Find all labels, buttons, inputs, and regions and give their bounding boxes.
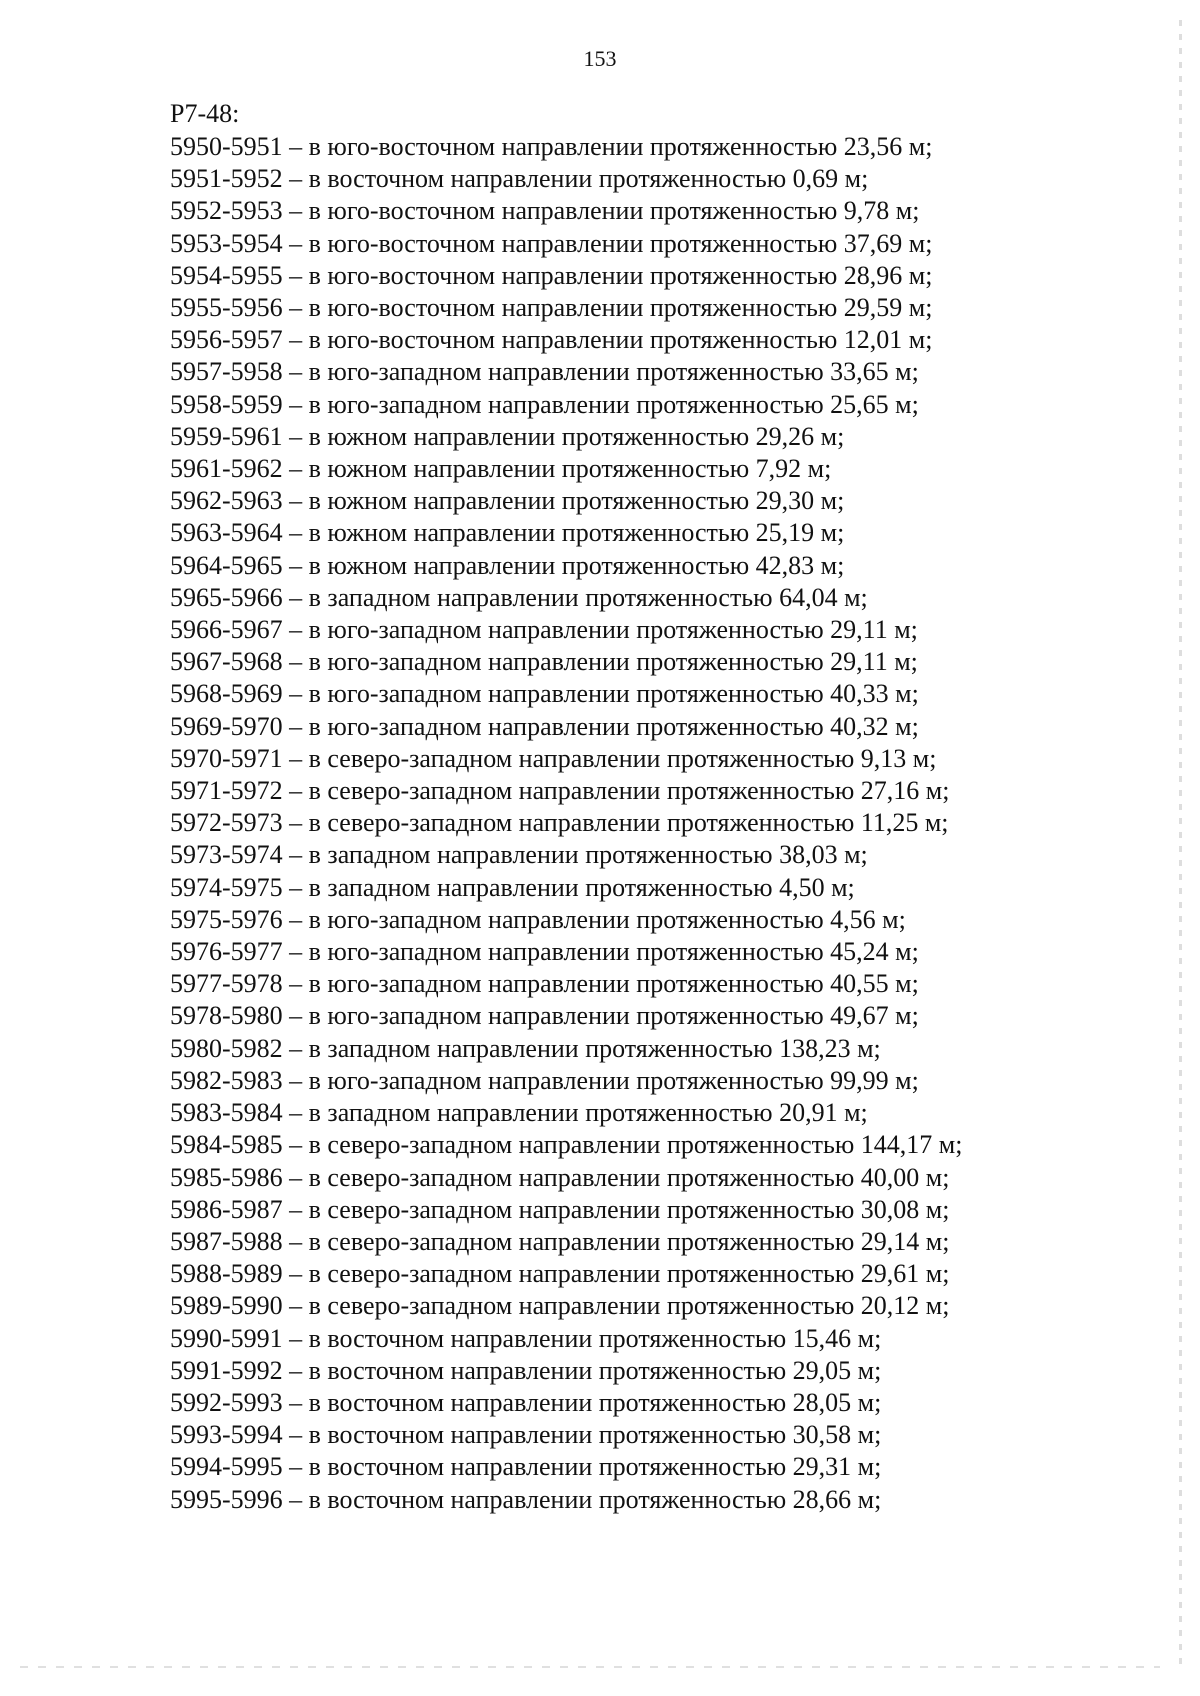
segment-line: 5989-5990 – в северо-западном направлении протяженностью 20,12 м; — [170, 1291, 950, 1321]
scan-edge-artifact-bottom — [20, 1666, 1160, 1668]
segment-line: 5951-5952 – в восточном направлении протяженностью 0,69 м; — [170, 164, 869, 194]
segment-line: 5993-5994 – в восточном направлении протяженностью 30,58 м; — [170, 1420, 882, 1450]
segment-line: 5971-5972 – в северо-западном направлении протяженностью 27,16 м; — [170, 776, 950, 806]
segment-line: 5982-5983 – в юго-западном направлении протяженностью 99,99 м; — [170, 1065, 919, 1095]
segment-line: 5967-5968 – в юго-западном направлении протяженностью 29,11 м; — [170, 647, 918, 677]
segment-line: 5992-5993 – в восточном направлении протяженностью 28,05 м; — [170, 1387, 882, 1417]
segment-line: 5972-5973 – в северо-западном направлении протяженностью 11,25 м; — [170, 808, 949, 838]
segment-line: 5973-5974 – в западном направлении протяженностью 38,03 м; — [170, 840, 868, 870]
segment-line: 5980-5982 – в западном направлении протяженностью 138,23 м; — [170, 1033, 881, 1063]
segment-line: 5994-5995 – в восточном направлении протяженностью 29,31 м; — [170, 1452, 882, 1482]
segment-line: 5970-5971 – в северо-западном направлении протяженностью 9,13 м; — [170, 743, 937, 773]
segment-line: 5957-5958 – в юго-западном направлении протяженностью 33,65 м; — [170, 357, 919, 387]
segment-line: 5995-5996 – в восточном направлении протяженностью 28,66 м; — [170, 1484, 882, 1514]
segment-line: 5991-5992 – в восточном направлении протяженностью 29,05 м; — [170, 1355, 882, 1385]
segment-line: 5954-5955 – в юго-восточном направлении протяженностью 28,96 м; — [170, 260, 933, 290]
scan-edge-artifact — [1179, 20, 1182, 1670]
segment-line: 5976-5977 – в юго-западном направлении протяженностью 45,24 м; — [170, 937, 919, 967]
segment-line: 5959-5961 – в южном направлении протяженностью 29,26 м; — [170, 421, 845, 451]
segment-line: 5966-5967 – в юго-западном направлении протяженностью 29,11 м; — [170, 615, 918, 645]
page-number: 153 — [583, 46, 617, 71]
segment-line: 5978-5980 – в юго-западном направлении протяженностью 49,67 м; — [170, 1001, 919, 1031]
segment-list — [170, 131, 1070, 1516]
segment-line: 5985-5986 – в северо-западном направлении протяженностью 40,00 м; — [170, 1162, 950, 1192]
segment-line: 5950-5951 – в юго-восточном направлении протяженностью 23,56 м; — [170, 132, 933, 161]
segment-line: 5962-5963 – в южном направлении протяженностью 29,30 м; — [170, 486, 845, 516]
section-label: Р7-48: — [170, 99, 240, 128]
segment-line: 5987-5988 – в северо-западном направлении протяженностью 29,14 м; — [170, 1226, 950, 1256]
segment-line: 5952-5953 – в юго-восточном направлении протяженностью 9,78 м; — [170, 196, 920, 226]
segment-line: 5990-5991 – в восточном направлении протяженностью 15,46 м; — [170, 1323, 882, 1353]
segment-line: 5953-5954 – в юго-восточном направлении протяженностью 37,69 м; — [170, 228, 933, 258]
segment-line: 5977-5978 – в юго-западном направлении протяженностью 40,55 м; — [170, 969, 919, 999]
segment-line: 5975-5976 – в юго-западном направлении протяженностью 4,56 м; — [170, 904, 906, 934]
segment-line: 5969-5970 – в юго-западном направлении протяженностью 40,32 м; — [170, 711, 919, 741]
segment-line: 5988-5989 – в северо-западном направлении протяженностью 29,61 м; — [170, 1259, 950, 1289]
segment-line: 5974-5975 – в западном направлении протяженностью 4,50 м; — [170, 872, 855, 902]
segment-line: 5968-5969 – в юго-западном направлении протяженностью 40,33 м; — [170, 679, 919, 709]
segment-line: 5965-5966 – в западном направлении протяженностью 64,04 м; — [170, 582, 868, 612]
segment-line: 5983-5984 – в западном направлении протяженностью 20,91 м; — [170, 1098, 868, 1128]
segment-line: 5964-5965 – в южном направлении протяженностью 42,83 м; — [170, 550, 845, 580]
segment-line: 5956-5957 – в юго-восточном направлении протяженностью 12,01 м; — [170, 325, 933, 355]
segment-line: 5958-5959 – в юго-западном направлении протяженностью 25,65 м; — [170, 389, 919, 419]
segment-line: 5963-5964 – в южном направлении протяженностью 25,19 м; — [170, 518, 845, 548]
segment-line: 5955-5956 – в юго-восточном направлении протяженностью 29,59 м; — [170, 293, 933, 323]
segment-line: 5984-5985 – в северо-западном направлении протяженностью 144,17 м; — [170, 1130, 963, 1160]
segment-line: 5961-5962 – в южном направлении протяженностью 7,92 м; — [170, 454, 832, 484]
segment-line: 5986-5987 – в северо-западном направлении протяженностью 30,08 м; — [170, 1194, 950, 1224]
